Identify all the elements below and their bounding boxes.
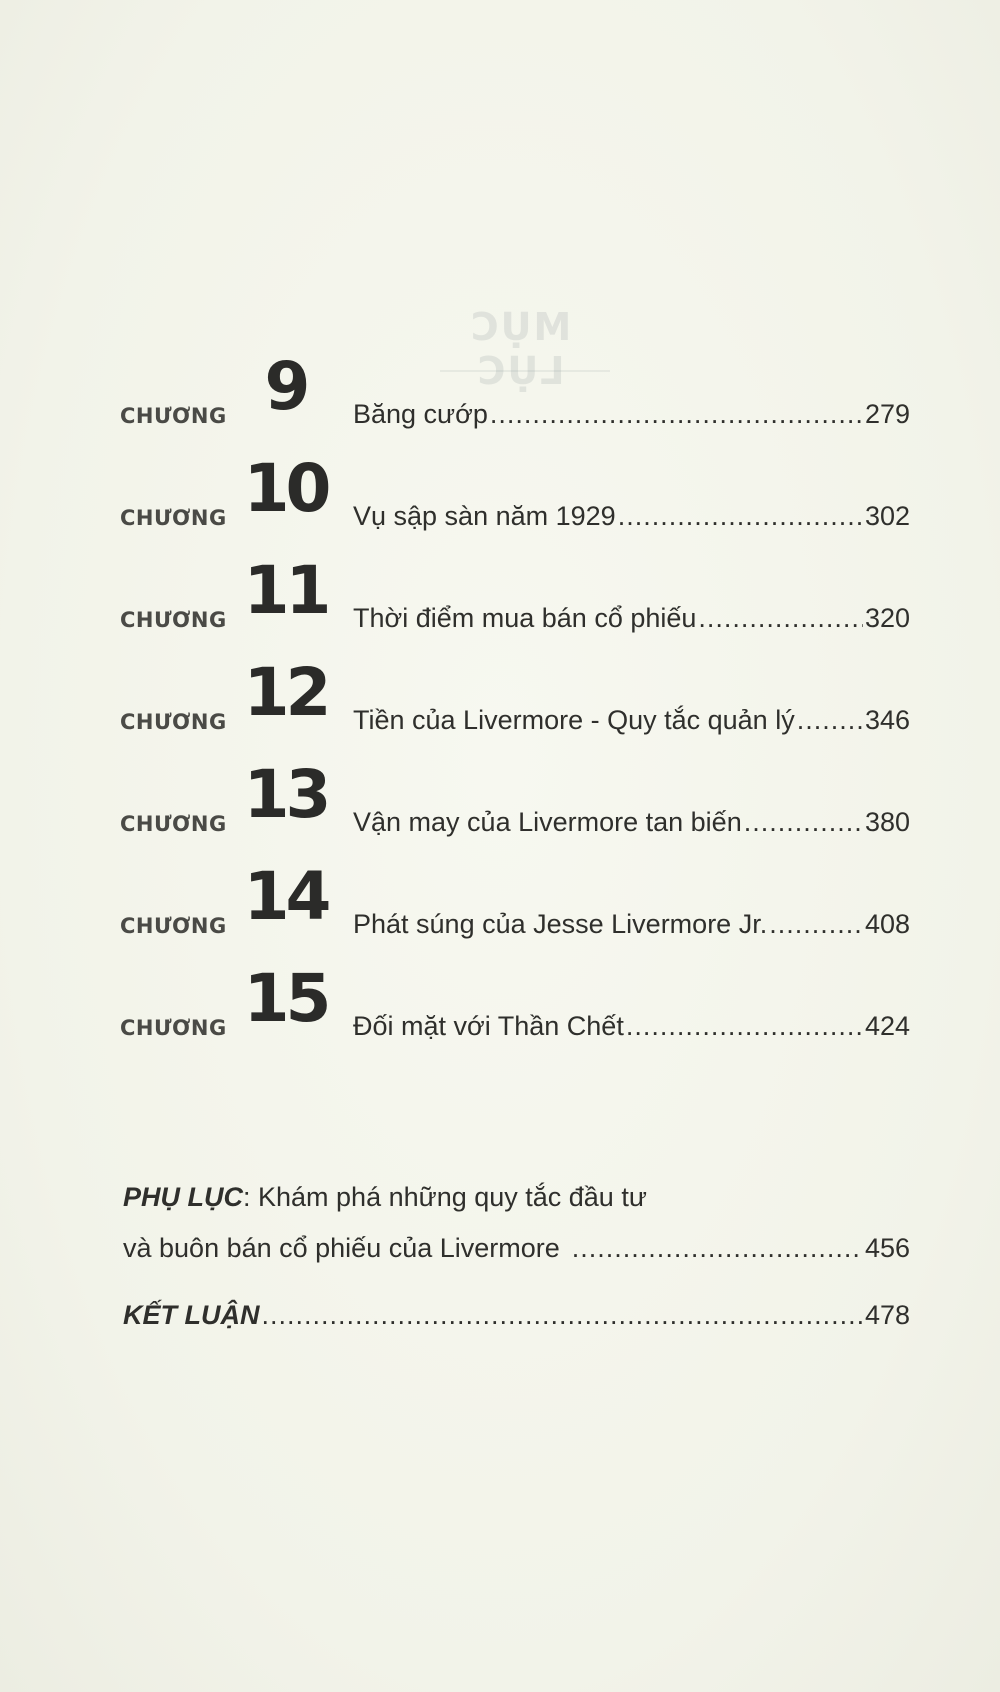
- chapter-number: 9: [264, 348, 307, 425]
- toc-entry-text: [353, 807, 910, 838]
- toc-entry-chapter-11[interactable]: [120, 552, 910, 646]
- toc-entry-chapter-13[interactable]: [120, 756, 910, 850]
- appendix-title-part-2: và buôn bán cổ phiếu của Livermore: [123, 1233, 560, 1263]
- toc-entry-text: [353, 1011, 910, 1042]
- chapter-label: CHƯƠNG: [120, 608, 227, 632]
- chapter-number: 12: [243, 654, 328, 731]
- toc-entry-text: [353, 501, 910, 532]
- toc-entry-chapter-10[interactable]: [120, 450, 910, 544]
- chapter-number: 15: [243, 960, 328, 1037]
- dot-leader: [698, 603, 863, 634]
- chapter-label: CHƯƠNG: [120, 914, 227, 938]
- chapter-title: Băng cướp: [353, 399, 488, 429]
- page-number: 424: [864, 1011, 910, 1041]
- page-number: 408: [864, 909, 910, 939]
- toc-entry-chapter-15[interactable]: [120, 960, 910, 1054]
- chapter-title: Vận may của Livermore tan biến: [353, 807, 742, 837]
- chapter-title: Phát súng của Jesse Livermore Jr.: [353, 909, 768, 939]
- toc-entry-text: [353, 705, 910, 736]
- page-number: 456: [864, 1233, 910, 1263]
- page-number: 380: [864, 807, 910, 837]
- chapter-number: 13: [243, 756, 328, 833]
- conclusion-label: KẾT LUẬN: [123, 1300, 260, 1330]
- chapter-number: 11: [243, 552, 328, 629]
- chapter-title: Vụ sập sàn năm 1929: [353, 501, 616, 531]
- toc-entry-chapter-14[interactable]: [120, 858, 910, 952]
- chapter-label: CHƯƠNG: [120, 710, 227, 734]
- page-number: 320: [864, 603, 910, 633]
- appendix-line-1: [123, 1182, 910, 1213]
- chapter-label: CHƯƠNG: [120, 404, 227, 428]
- toc-entry-text: [353, 909, 910, 940]
- chapter-label: CHƯƠNG: [120, 1016, 227, 1040]
- page-number: 346: [864, 705, 910, 735]
- dot-leader: [769, 909, 863, 940]
- toc-entry-appendix[interactable]: [123, 1182, 910, 1264]
- appendix-title-part-1: : Khám phá những quy tắc đầu tư: [243, 1182, 647, 1212]
- page-number: 302: [864, 501, 910, 531]
- conclusion-line: [123, 1300, 910, 1331]
- dot-leader: [490, 399, 863, 430]
- page-number: 478: [864, 1300, 910, 1330]
- dot-leader: [744, 807, 863, 838]
- appendix-line-2: [123, 1233, 910, 1264]
- toc-entry-text: [353, 603, 910, 634]
- dot-leader: [618, 501, 863, 532]
- show-through-title: MỤC LỤC: [468, 305, 572, 393]
- dot-leader: [797, 705, 863, 736]
- chapter-label: CHƯƠNG: [120, 812, 227, 836]
- page-number: 279: [864, 399, 910, 429]
- dot-leader: [262, 1300, 863, 1331]
- toc-entry-text: [353, 399, 910, 430]
- chapter-title: Thời điểm mua bán cổ phiếu: [353, 603, 697, 633]
- chapter-label: CHƯƠNG: [120, 506, 227, 530]
- dot-leader: [572, 1233, 863, 1264]
- chapter-number: 10: [243, 450, 328, 527]
- chapter-number: 14: [243, 858, 328, 935]
- toc-entry-chapter-12[interactable]: [120, 654, 910, 748]
- chapter-title: Tiền của Livermore - Quy tắc quản lý: [353, 705, 795, 735]
- appendix-label: PHỤ LỤC: [123, 1182, 243, 1212]
- dot-leader: [626, 1011, 863, 1042]
- chapter-title: Đối mặt với Thần Chết: [353, 1011, 624, 1041]
- toc-entry-conclusion[interactable]: [123, 1300, 910, 1331]
